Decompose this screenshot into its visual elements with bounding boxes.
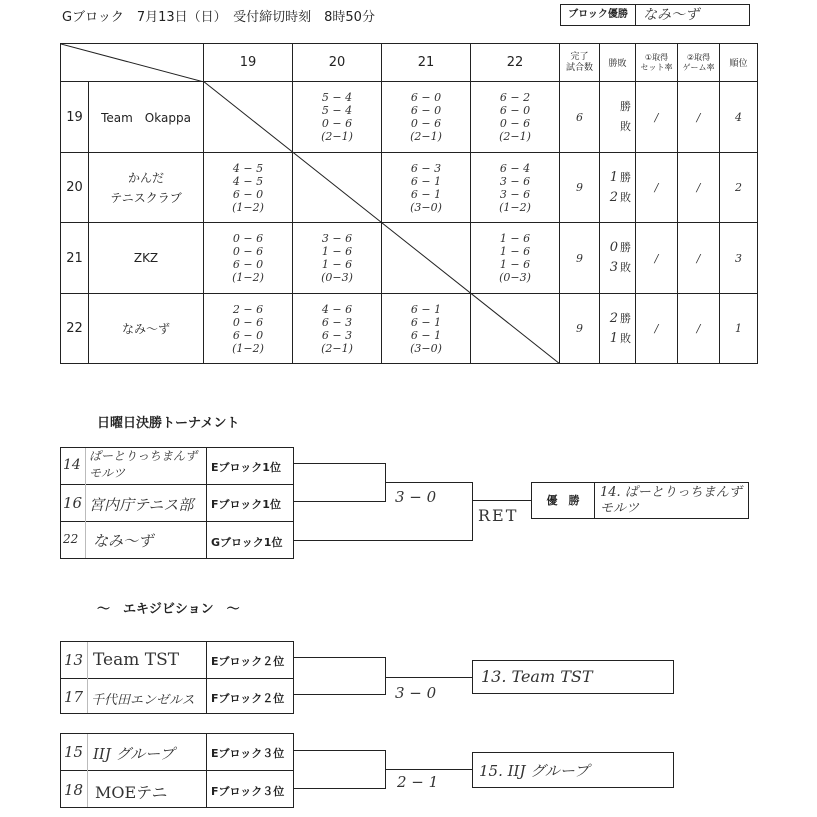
head-rank: 順位 <box>720 44 758 82</box>
entry-name: 宮内庁テニス部 <box>89 496 194 514</box>
exhibition-winner: 13. Team TST <box>481 667 593 686</box>
corner-cell <box>61 44 204 82</box>
corner-diagonal <box>61 44 204 82</box>
head-win-loss: 勝敗 <box>600 44 636 82</box>
entry-num: 16 <box>63 494 83 512</box>
tournament-title: 日曜日決勝トーナメント <box>97 416 240 431</box>
final-note: RET <box>478 506 519 525</box>
rank: 4 <box>720 82 758 153</box>
score-cell: 6 − 2 6 − 0 0 − 6 (2−1) <box>471 82 560 153</box>
col-head-21: 21 <box>382 44 471 82</box>
score-cell: 6 − 4 3 − 6 3 − 6 (1−2) <box>471 153 560 223</box>
score-cell: 3 − 6 1 − 6 1 − 6 (0−3) <box>293 223 382 294</box>
wins: 2 <box>609 310 618 326</box>
game-rate: / <box>678 223 720 294</box>
completed-count: 6 <box>560 82 600 153</box>
entry-num: 22 <box>63 532 79 546</box>
set-rate: / <box>636 223 678 294</box>
semi-score: 3 − 0 <box>395 488 437 506</box>
completed-count: 9 <box>560 153 600 223</box>
bracket-line <box>294 463 386 464</box>
losses: 1 <box>609 330 618 346</box>
bracket-line <box>294 501 386 502</box>
entry-num: 17 <box>64 688 84 706</box>
win-loss-cell <box>600 223 636 294</box>
entry-seed: Gブロック1位 <box>211 536 283 549</box>
wins: 0 <box>609 240 618 255</box>
bracket-line <box>385 482 473 483</box>
rank: 3 <box>720 223 758 294</box>
team-name: かんだ テニスクラブ <box>89 153 204 223</box>
losses: 2 <box>609 189 618 205</box>
entry-seed: Eブロック３位 <box>211 747 285 760</box>
team-name: なみ〜ず <box>89 294 204 364</box>
score-cell: 6 − 1 6 − 1 6 − 1 (3−0) <box>382 294 471 364</box>
head-completed: 完了 試合数 <box>560 44 600 82</box>
bracket-line <box>385 677 473 678</box>
score-cell: 6 − 3 6 − 1 6 − 1 (3−0) <box>382 153 471 223</box>
score-cell: 1 − 6 1 − 6 1 − 6 (0−3) <box>471 223 560 294</box>
entry-seed: Eブロック1位 <box>211 461 281 474</box>
game-rate: / <box>678 153 720 223</box>
game-rate: / <box>678 82 720 153</box>
team-num: 21 <box>61 223 89 294</box>
tournament-entries <box>60 447 294 559</box>
score-cell: 0 − 6 0 − 6 6 − 0 (1−2) <box>204 223 293 294</box>
win-label: 勝 <box>620 311 631 325</box>
score-cell: 4 − 5 4 − 5 6 − 0 (1−2) <box>204 153 293 223</box>
exhibition-winner: 15. IIJ グループ <box>479 762 590 780</box>
bracket-line <box>472 500 531 501</box>
team-num: 19 <box>61 82 89 153</box>
set-rate: / <box>636 82 678 153</box>
bracket-line <box>294 540 473 541</box>
head-set-rate: ①取得 セット率 <box>636 44 678 82</box>
win-label: 勝 <box>620 100 631 113</box>
block-winner-box <box>560 4 750 26</box>
exhibition-winner-box <box>472 752 674 788</box>
win-label: 勝 <box>620 241 631 254</box>
completed-count: 9 <box>560 294 600 364</box>
score-cell: 6 − 0 6 − 0 0 − 6 (2−1) <box>382 82 471 153</box>
exhibition-match-2 <box>60 733 294 808</box>
exhibition-match-1 <box>60 641 294 714</box>
tournament-winner-box <box>531 482 749 519</box>
loss-label: 敗 <box>620 261 631 274</box>
entry-name: MOEテニ <box>95 783 168 802</box>
team-num: 22 <box>61 294 89 364</box>
win-loss-cell <box>600 82 636 153</box>
col-head-19: 19 <box>204 44 293 82</box>
rank: 2 <box>720 153 758 223</box>
rank: 1 <box>720 294 758 364</box>
win-loss-cell <box>600 153 636 223</box>
bracket-line <box>294 694 386 695</box>
completed-count: 9 <box>560 223 600 294</box>
head-game-rate: ②取得 ゲーム率 <box>678 44 720 82</box>
block-winner-label: ブロック優勝 <box>561 5 636 25</box>
loss-label: 敗 <box>620 331 631 345</box>
loss-label: 敗 <box>620 120 631 133</box>
page-title: Gブロック 7月13日（日） 受付締切時刻 8時50分 <box>62 10 375 25</box>
wins: 1 <box>609 169 618 185</box>
exhibition-score: 3 − 0 <box>395 684 437 702</box>
entry-num: 13 <box>64 651 84 669</box>
col-head-22: 22 <box>471 44 560 82</box>
entry-name: ぱーとりっちまんず モルツ <box>89 449 198 480</box>
bracket-line <box>385 769 473 770</box>
block-winner-value: なみ〜ず <box>643 7 699 23</box>
col-head-20: 20 <box>293 44 382 82</box>
losses: 3 <box>609 260 618 275</box>
exhibition-winner-box <box>472 660 674 694</box>
entry-num: 15 <box>64 743 84 761</box>
bracket-line <box>385 657 386 695</box>
entry-seed: Fブロック1位 <box>211 498 281 511</box>
set-rate: / <box>636 153 678 223</box>
win-loss-cell <box>600 294 636 364</box>
bracket-line <box>472 482 473 541</box>
entry-seed: Fブロック２位 <box>211 692 285 705</box>
self-match-diagonal <box>203 81 560 364</box>
entry-num: 14 <box>63 457 81 473</box>
entry-seed: Eブロック２位 <box>211 655 285 668</box>
set-rate: / <box>636 294 678 364</box>
score-cell: 5 − 4 5 − 4 0 − 6 (2−1) <box>293 82 382 153</box>
exhibition-score: 2 − 1 <box>397 773 439 791</box>
loss-label: 敗 <box>620 190 631 204</box>
score-cell: 2 − 6 0 − 6 6 − 0 (1−2) <box>204 294 293 364</box>
team-num: 20 <box>61 153 89 223</box>
game-rate: / <box>678 294 720 364</box>
team-name: Team Okappa <box>89 82 204 153</box>
bracket-line <box>294 788 386 789</box>
entry-name: 千代田エンゼルス <box>91 693 195 708</box>
entry-name: IIJ グループ <box>93 745 175 763</box>
score-cell: 4 − 6 6 − 3 6 − 3 (2−1) <box>293 294 382 364</box>
team-name: ZKZ <box>89 223 204 294</box>
entry-name: Team TST <box>93 650 180 670</box>
entry-seed: Fブロック３位 <box>211 785 285 798</box>
tournament-winner-value: 14. ぱーとりっちまんず モルツ <box>600 485 742 516</box>
bracket-line <box>294 657 386 658</box>
exhibition-title: 〜 エキジビション 〜 <box>97 602 240 617</box>
tournament-winner-label: 優 勝 <box>532 483 595 518</box>
entry-name: なみ〜ず <box>93 532 154 550</box>
bracket-line <box>294 750 386 751</box>
win-label: 勝 <box>620 170 631 184</box>
entry-num: 18 <box>64 781 84 799</box>
